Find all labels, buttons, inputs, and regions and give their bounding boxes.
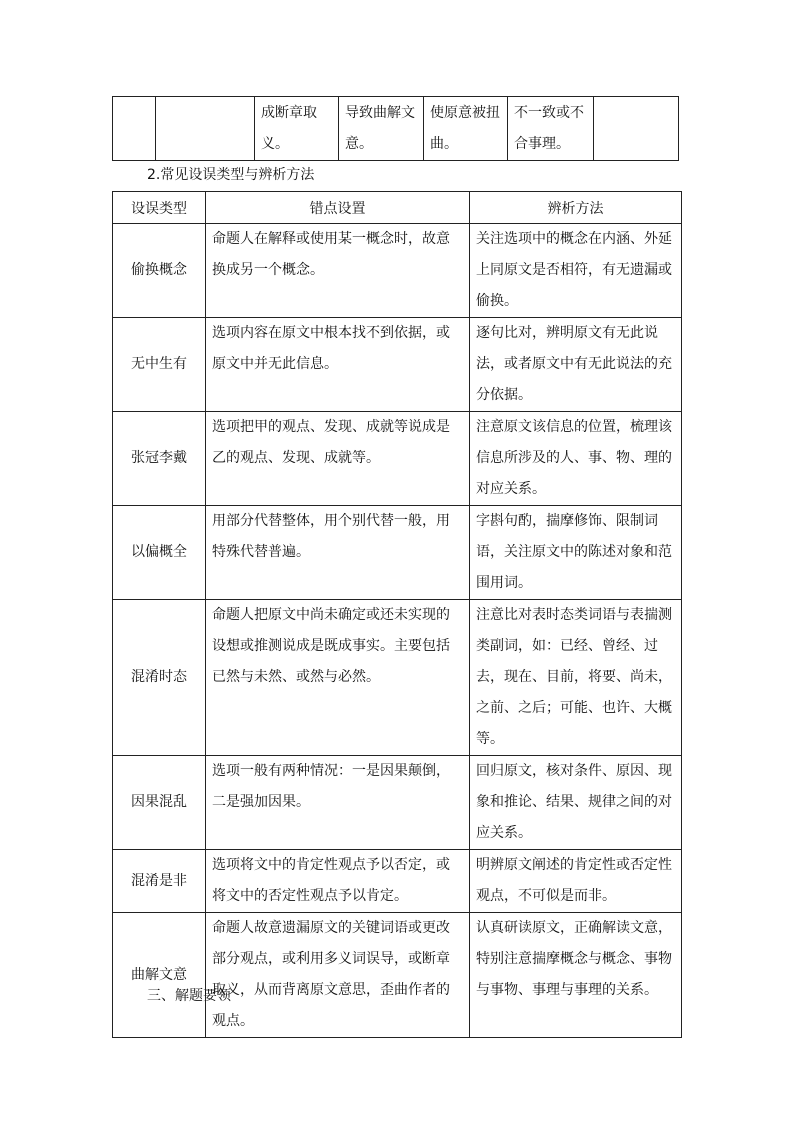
table-cell: 不一致或不合事理。: [508, 97, 594, 161]
column-header-error: 错点设置: [206, 192, 470, 224]
error-setting: 选项内容在原文中根本找不到依据，或原文中并无此信息。: [206, 318, 470, 412]
error-type: 曲解文意: [113, 913, 206, 1038]
continued-table: [112, 96, 679, 161]
analysis-method: 字斟句酌，揣摩修饰、限制词语，关注原文中的陈述对象和范围用词。: [470, 506, 682, 600]
error-setting: 选项把甲的观点、发现、成就等说成是乙的观点、发现、成就等。: [206, 412, 470, 506]
column-header-type: 设误类型: [113, 192, 206, 224]
error-type: 张冠李戴: [113, 412, 206, 506]
table-cell: 成断章取义。: [255, 97, 339, 161]
error-type: 混淆时态: [113, 600, 206, 756]
table-header-row: [113, 192, 682, 224]
analysis-method: 注意比对表时态类词语与表揣测类副词，如：已经、曾经、过去，现在、目前，将要、尚未，之前、之后；可能、也许、大概等。: [470, 600, 682, 756]
error-type: 以偏概全: [113, 506, 206, 600]
error-setting: 命题人故意遗漏原文的关键词语或更改部分观点，或利用多义词误导，或断章取义，从而背离原文意思，歪曲作者的观点。: [206, 913, 470, 1038]
section-heading: 2.常见设误类型与辨析方法: [147, 167, 315, 183]
table-cell: [156, 97, 255, 161]
table-cell: 使原意被扭曲。: [424, 97, 508, 161]
error-setting: 选项将文中的肯定性观点予以否定，或将文中的否定性观点予以肯定。: [206, 850, 470, 913]
table-row: [113, 756, 682, 850]
table-row: [113, 318, 682, 412]
column-header-method: 辨析方法: [470, 192, 682, 224]
error-type: 混淆是非: [113, 850, 206, 913]
table-row: [113, 224, 682, 318]
table-row: [113, 600, 682, 756]
analysis-method: 认真研读原文，正确解读文意，特别注意揣摩概念与概念、事物与事物、事理与事理的关系。: [470, 913, 682, 1038]
analysis-method: 明辨原文阐述的肯定性或否定性观点，不可似是而非。: [470, 850, 682, 913]
section-heading-solving: 三、解题要领: [147, 988, 231, 1004]
table-cell: [594, 97, 679, 161]
analysis-method: 回归原文，核对条件、原因、现象和推论、结果、规律之间的对应关系。: [470, 756, 682, 850]
error-setting: 命题人把原文中尚未确定或还未实现的设想或推测说成是既成事实。主要包括已然与未然、或然与必然。: [206, 600, 470, 756]
error-setting: 用部分代替整体，用个别代替一般，用特殊代替普遍。: [206, 506, 470, 600]
table-cell: 导致曲解文意。: [339, 97, 424, 161]
analysis-method: 关注选项中的概念在内涵、外延上同原文是否相符，有无遗漏或偷换。: [470, 224, 682, 318]
table-row: [113, 412, 682, 506]
error-type: 无中生有: [113, 318, 206, 412]
analysis-method: 注意原文该信息的位置，梳理该信息所涉及的人、事、物、理的对应关系。: [470, 412, 682, 506]
error-type: 因果混乱: [113, 756, 206, 850]
error-types-table: [112, 191, 682, 1038]
error-type: 偷换概念: [113, 224, 206, 318]
error-setting: 命题人在解释或使用某一概念时，故意换成另一个概念。: [206, 224, 470, 318]
table-row: [113, 850, 682, 913]
error-setting: 选项一般有两种情况：一是因果颠倒，二是强加因果。: [206, 756, 470, 850]
analysis-method: 逐句比对，辨明原文有无此说法，或者原文中有无此说法的充分依据。: [470, 318, 682, 412]
table-cell: [113, 97, 156, 161]
table-row: [113, 913, 682, 1038]
table-row: [113, 97, 679, 161]
table-row: [113, 506, 682, 600]
